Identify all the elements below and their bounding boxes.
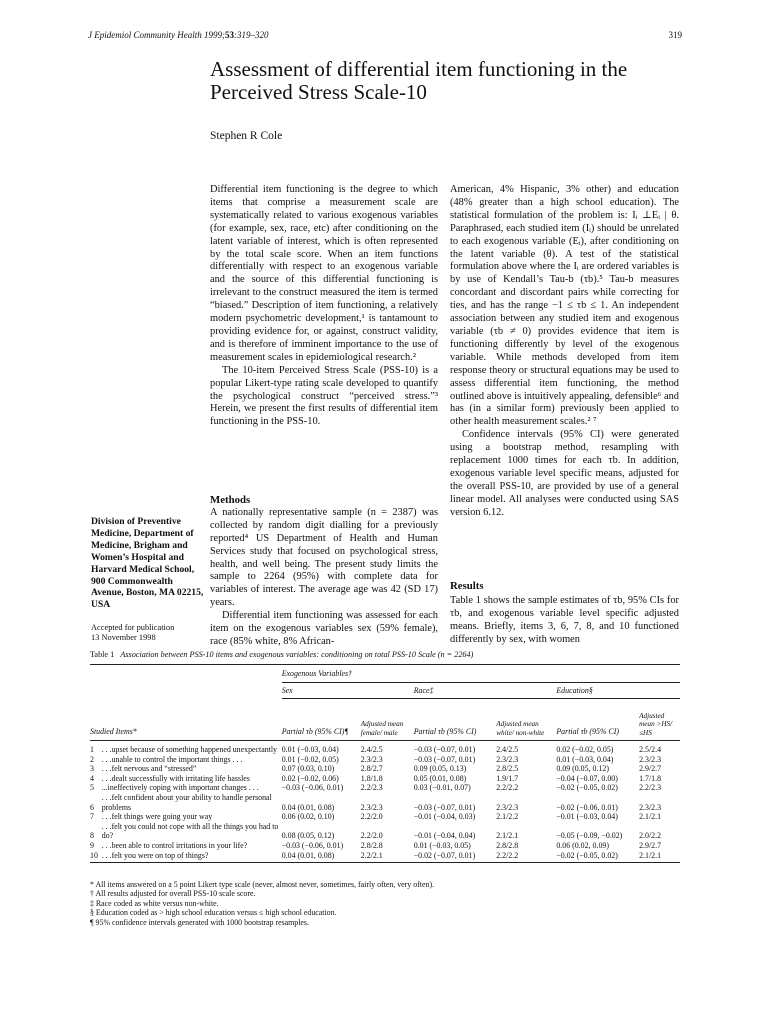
sex-mean-header: Adjusted mean female/ male — [360, 720, 404, 737]
race-mean-cell: 1.9/1.7 — [496, 773, 519, 783]
results-paragraph-1: Table 1 shows the sample estimates of τb, 95% CIs for τb, and exogenous variable level specific adjusted means. Briefly, items 3, 6, 7, 8, and 10 functioned differently by sex, with women — [450, 594, 679, 645]
edu-mean-cell: 2.3/2.3 — [639, 802, 662, 812]
page-number: 319 — [668, 30, 682, 40]
edu-mean-cell: 2.1/2.1 — [639, 812, 662, 822]
race-mean-cell: 2.1/2.2 — [496, 812, 519, 822]
table-caption — [90, 650, 690, 659]
footnote-4: § Education coded as > high school education versus ≤ high school education. — [90, 908, 337, 918]
journal-name: J Epidemiol Community Health — [88, 30, 202, 40]
affiliation: Division of Preventive Medicine, Department of Medicine, Brigham and Women’s Hospital and Harvard Medical School, 900 Commonwealth Avenue, Boston, MA 02215, USA — [91, 516, 204, 611]
accepted-label: Accepted for publication — [91, 623, 175, 632]
sex-ci-cell: 0.01 (−0.03, 0.04) — [281, 745, 339, 754]
sex-ci-cell: 0.01 (−0.02, 0.05) — [281, 754, 339, 764]
race-ci-cell: −0.03 (−0.07, 0.01) — [413, 754, 476, 764]
intro-paragraph-2: The 10-item Perceived Stress Scale (PSS-10) is a popular Likert-type rating scale developed to quantify the psychological construct “perceived stress.”³ Herein, we present the first results of differential item functioning in the PSS-10. — [210, 364, 438, 428]
table-row — [90, 793, 680, 812]
sex-ci-cell: 0.07 (0.03, 0.10) — [281, 764, 335, 774]
item-number: 6 — [90, 802, 94, 812]
exogenous-header: Exogenous Variables† — [281, 668, 353, 678]
edu-ci-cell: −0.02 (−0.06, 0.01) — [556, 802, 618, 812]
item-text: . . .unable to control the important things . . . — [101, 754, 243, 764]
sex-ci-cell: 0.02 (−0.02, 0.06) — [281, 773, 339, 783]
race-ci-cell: 0.09 (0.05, 0.13) — [413, 764, 467, 774]
item-text: . . .felt things were going your way — [101, 812, 213, 822]
author-name: Stephen R Cole — [210, 130, 283, 142]
race-mean-cell: 2.8/2.8 — [496, 840, 519, 850]
item-number: 7 — [90, 812, 94, 822]
spacer — [404, 741, 413, 755]
item-number: 1 — [90, 745, 94, 754]
accepted-note — [91, 623, 206, 643]
table-row — [90, 812, 680, 822]
sex-mean-cell: 2.3/2.3 — [360, 754, 383, 764]
table-row — [90, 755, 680, 765]
sex-mean-cell: 2.2/2.0 — [360, 831, 383, 841]
sex-mean-cell: 2.4/2.5 — [360, 745, 383, 754]
item-number: 10 — [90, 851, 102, 863]
spacer — [404, 783, 413, 793]
footnote-3: ‡ Race coded as white versus non-white. — [90, 898, 219, 908]
item-text: . . .felt nervous and “stressed” — [101, 764, 197, 774]
race-mean-cell: 2.1/2.1 — [496, 831, 519, 841]
sex-mean-cell: 2.8/2.7 — [360, 764, 383, 774]
spacer — [404, 841, 413, 851]
race-ci-cell: 0.05 (0.01, 0.08) — [413, 773, 467, 783]
item-text: . . .felt you were on top of things? — [102, 851, 282, 863]
table-row — [90, 764, 680, 774]
methods-heading: Methods — [210, 494, 251, 506]
intro-column — [210, 184, 438, 429]
spacer — [404, 793, 413, 812]
spacer — [404, 774, 413, 784]
edu-mean-cell: 2.0/2.2 — [639, 831, 662, 841]
table-caption-text: Association between PSS-10 items and exogenous variables: conditioning on total PSS-10 Scale (n = 2264) — [120, 650, 474, 659]
spacer — [404, 812, 413, 822]
race-ci-header: Partial τb (95% CI) — [413, 727, 477, 737]
item-number: 8 — [90, 831, 94, 841]
journal-year: 1999; — [203, 30, 225, 40]
spacer — [404, 764, 413, 774]
stats-paragraph-2: Confidence intervals (95% CI) were generated using a bootstrap method, resampling with replacement 1000 times for each τb. In addition, exogenous variable level specific means, adjusted for the overall PSS-10, are provided by use of a general linear model. All analyses were conducted using SAS version 6.12. — [450, 429, 679, 518]
table-body — [90, 741, 680, 863]
edu-ci-cell: −0.05 (−0.09, −0.02) — [556, 831, 623, 841]
race-ci-cell: −0.01 (−0.04, 0.04) — [413, 831, 476, 841]
race-mean-cell: 2.3/2.3 — [496, 754, 519, 764]
race-ci-cell: −0.03 (−0.07, 0.01) — [413, 745, 476, 754]
edu-ci-cell: −0.02 (−0.05, 0.02) — [546, 851, 639, 863]
edu-ci-cell: 0.06 (0.02, 0.09) — [556, 840, 609, 850]
statistics-column — [450, 184, 679, 520]
item-text: . . .dealt successfully with irritating life hassles — [101, 773, 250, 783]
group-education: Education§ — [556, 685, 593, 695]
article-title: Assessment of differential item functioning in the Perceived Stress Scale-10 — [210, 57, 628, 104]
sex-mean-cell: 2.2/2.3 — [360, 783, 383, 793]
footnote-2: † All results adjusted for overall PSS-10 scale score. — [90, 889, 256, 899]
edu-mean-cell: 2.9/2.7 — [639, 764, 662, 774]
edu-ci-cell: 0.01 (−0.03, 0.04) — [556, 754, 614, 764]
item-number: 4 — [90, 773, 94, 783]
item-number: 9 — [90, 840, 94, 850]
results-section — [450, 580, 679, 647]
sex-ci-cell: −0.03 (−0.06, 0.01) — [281, 840, 344, 850]
table-row — [90, 841, 680, 851]
group-race: Race‡ — [413, 685, 434, 695]
sex-ci-cell: 0.06 (0.02, 0.10) — [281, 812, 335, 822]
sex-ci-cell: −0.03 (−0.06, 0.01) — [281, 783, 344, 793]
sex-mean-cell: 2.2/2.1 — [361, 851, 405, 863]
table-row — [90, 741, 680, 755]
edu-ci-header: Partial τb (95% CI) — [556, 727, 620, 737]
sex-mean-cell: 2.2/2.0 — [360, 812, 383, 822]
edu-mean-cell: 1.7/1.8 — [639, 773, 662, 783]
race-mean-header: Adjusted mean white/ non-white — [496, 720, 545, 737]
spacer — [404, 851, 413, 863]
item-number: 5 — [90, 783, 94, 793]
stats-paragraph-1: American, 4% Hispanic, 3% other) and education (48% greater than a high school education). The statistical formulation of the problem is: Iᵢ ⊥Eᵢ | θ. Paraphrased, each studied item (Iᵢ) should be unrelated to each exogenous variable (Eᵢ), after conditioning on the latent variable (θ). A test of the statistical formulation above where the Iᵢ are ordered variables is by use of Kendall’s Tau-b (τb).⁵ Tau-b measures concordant and discordant pairs while correcting for ties, and has the range −1 ≤ τb ≤ 1. An independent association between any studied item and exogenous variable (τb ≠ 0) provides evidence that item is functioning differently by level of the exogenous variable. While methods developed from item response theory or structural equations may be used to assess differential item functioning, the method outlined above is intuitively appealing, defensible⁶ and has (in a similar form) previously been applied to other health measurement scales.² ⁷ — [450, 184, 679, 428]
sex-ci-header: Partial τb (95% CI)¶ — [281, 727, 349, 737]
item-text: . . .felt confident about your ability to handle personal problems — [101, 792, 272, 812]
spacer — [404, 822, 413, 841]
accepted-date: 13 November 1998 — [91, 633, 156, 642]
edu-ci-cell: 0.02 (−0.02, 0.05) — [556, 745, 614, 754]
item-text: . . .upset because of something happened unexpectantly — [101, 745, 277, 754]
item-number: 3 — [90, 764, 94, 774]
sex-ci-cell: 0.08 (0.05, 0.12) — [281, 831, 335, 841]
table-row — [90, 822, 680, 841]
race-mean-cell: 2.4/2.5 — [496, 745, 519, 754]
edu-mean-cell: 2.2/2.3 — [639, 783, 662, 793]
methods-paragraph-1: A nationally representative sample (n = 2387) was collected by random digit dialling for a previously reported⁴ US Department of Health and Human Services study that focused on psychological stress, health, and well being. The present study limits the sample to 2264 (95%) with complete data for variables of interest. The average age was 42 (SD 17) years. — [210, 506, 438, 609]
edu-ci-cell: −0.01 (−0.03, 0.04) — [556, 812, 618, 822]
edu-mean-cell: 2.5/2.4 — [639, 745, 662, 754]
journal-pages: :319–320 — [233, 30, 269, 40]
methods-section — [210, 494, 438, 649]
running-header — [88, 30, 268, 40]
table-row — [90, 783, 680, 793]
sex-ci-cell: 0.04 (0.01, 0.08) — [281, 802, 335, 812]
results-heading: Results — [450, 580, 484, 592]
race-mean-cell: 2.2/2.2 — [496, 851, 546, 863]
race-ci-cell: 0.03 (−0.01, 0.07) — [413, 783, 471, 793]
intro-paragraph-1: Differential item functioning is the degree to which items that comprise a measurement scale are systematically related to various exogenous variables (for example, sex, race, etc) after conditioning on the latent variable of interest, which is often represented by the total scale score. When an item functions differentially with respect to an exogenous variable and the source of this differential functioning is irrelevant to the construct measured the item is termed “biased.” Description of item functioning, a relatively modern psychometric development,¹ is tantamount to providing evidence for, or against, construct validity, and is therefore of imminent importance to the use of measurement scales in epidemiological research.² — [210, 184, 438, 363]
item-text: . . .felt you could not cope with all the things you had to do? — [101, 821, 279, 841]
methods-paragraph-2: Differential item functioning was assessed for each item on the exogenous variables sex (59% female), race (85% white, 8% African- — [210, 610, 438, 647]
table-row — [90, 851, 680, 863]
race-mean-cell: 2.3/2.3 — [496, 802, 519, 812]
items-header: Studied Items* — [90, 727, 137, 737]
footnote-5: ¶ 95% confidence intervals generated with 1000 bootstrap resamples. — [90, 917, 309, 927]
edu-mean-cell: 2.3/2.3 — [639, 754, 662, 764]
edu-mean-header: Adjusted mean >HS/≤HS — [639, 711, 673, 737]
results-table — [90, 664, 680, 863]
journal-volume: 53 — [224, 30, 234, 40]
sex-mean-cell: 2.3/2.3 — [360, 802, 383, 812]
item-number: 2 — [90, 754, 94, 764]
footnote-1: * All items answered on a 5 point Likert type scale (never, almost never, sometimes, fairly often, very often). — [90, 880, 435, 889]
sex-mean-cell: 1.8/1.8 — [360, 773, 383, 783]
group-sex: Sex — [281, 685, 293, 695]
edu-ci-cell: −0.02 (−0.05, 0.02) — [556, 783, 618, 793]
table-row — [90, 774, 680, 784]
race-mean-cell: 2.8/2.5 — [496, 764, 519, 774]
item-text: ...ineffectively coping with important changes . . . — [101, 783, 259, 793]
race-ci-cell: −0.02 (−0.07, 0.01) — [414, 851, 497, 863]
edu-ci-cell: −0.04 (−0.07, 0.00) — [556, 773, 618, 783]
table-footnotes — [90, 880, 434, 927]
spacer — [404, 755, 413, 765]
race-ci-cell: −0.03 (−0.07, 0.01) — [413, 802, 476, 812]
table-label: Table 1 — [90, 650, 115, 659]
edu-mean-cell: 2.9/2.7 — [639, 840, 662, 850]
item-text: . . .been able to control irritations in your life? — [101, 840, 248, 850]
sex-mean-cell: 2.8/2.8 — [360, 840, 383, 850]
edu-mean-cell: 2.1/2.1 — [639, 851, 680, 863]
race-ci-cell: −0.01 (−0.04, 0.03) — [413, 812, 476, 822]
race-mean-cell: 2.2/2.2 — [496, 783, 519, 793]
edu-ci-cell: 0.09 (0.05, 0.12) — [556, 764, 609, 774]
sex-ci-cell: 0.04 (0.01, 0.08) — [282, 851, 361, 863]
race-ci-cell: 0.01 (−0.03, 0.05) — [413, 840, 471, 850]
